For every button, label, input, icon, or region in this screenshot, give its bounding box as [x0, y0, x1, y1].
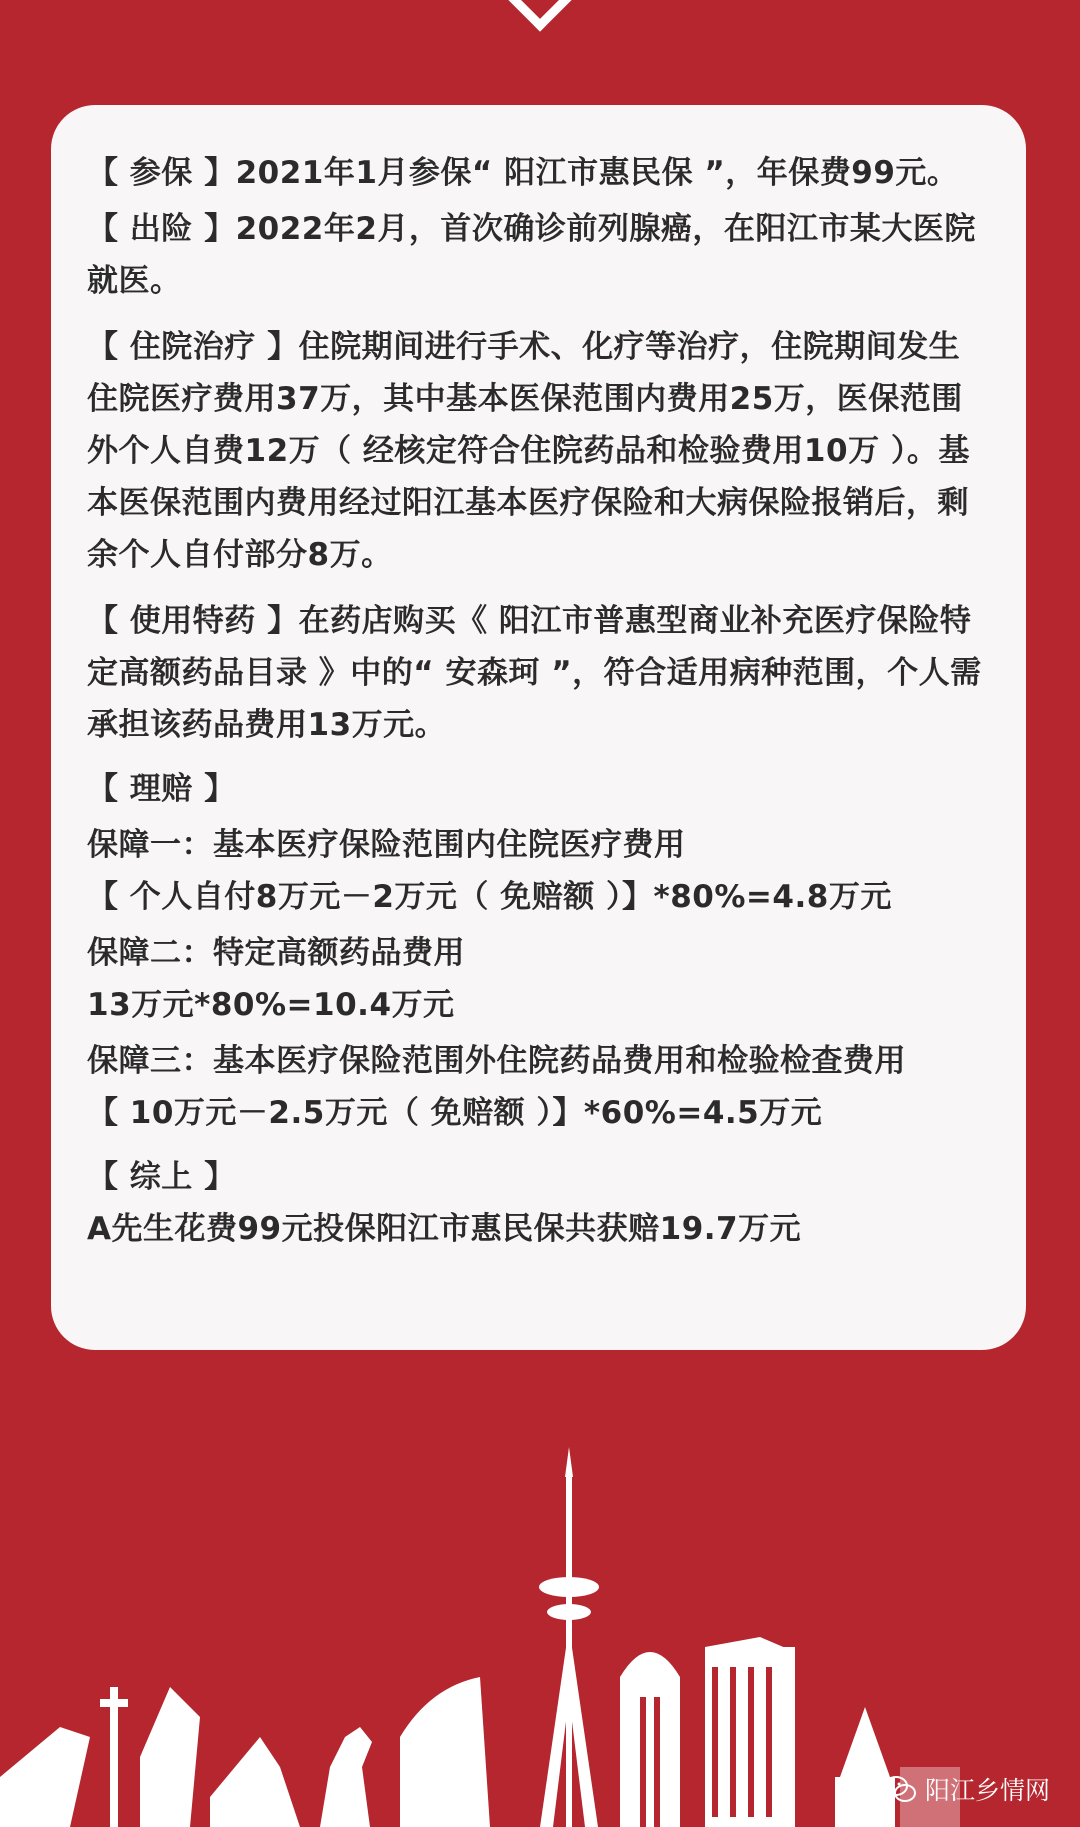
summary-heading: 【 综上 】 — [87, 1159, 236, 1195]
guarantee-3-title: 保障三：基本医疗保险范围外住院药品费用和检验检查费用 — [87, 1043, 906, 1079]
guarantee-2-title: 保障二：特定高额药品费用 — [87, 935, 465, 971]
guarantee-1-title: 保障一：基本医疗保险范围内住院医疗费用 — [87, 827, 686, 863]
summary-text: A先生花费99元投保阳江市惠民保共获赔19.7万元 — [87, 1211, 802, 1247]
watermark-text: 阳江乡情网 — [924, 1776, 1050, 1805]
source-watermark — [883, 1771, 1050, 1807]
top-diamond-badge — [493, 0, 586, 32]
claim-heading: 【 理赔 】 — [87, 771, 236, 807]
city-skyline-illustration — [0, 1437, 1080, 1827]
special-drug-paragraph: 【 使用特药 】在药店购买《 阳江市普惠型商业补充医疗保险特定高额药品目录 》中的“ 安森珂 ”，符合适用病种范围，个人需承担该药品费用13万元。 — [87, 603, 982, 743]
enrollment-paragraph: 【 参保 】2021年1月参保“ 阳江市惠民保 ”，年保费99元。 — [87, 155, 959, 191]
guarantee-3-formula: 【 10万元－2.5万元（ 免赔额 ）】*60%=4.5万元 — [87, 1095, 823, 1131]
case-card — [51, 105, 1026, 1350]
hospitalization-paragraph: 【 住院治疗 】住院期间进行手术、化疗等治疗，住院期间发生住院医疗费用37万，其中基本医保范围内费用25万，医保范围外个人自费12万（ 经核定符合住院药品和检验费用10万 ）。基本医保范围内费用经过阳江基本医疗保险和大病保险报销后，剩余个人自付部分8万。 — [87, 329, 970, 573]
wechat-icon — [883, 1774, 917, 1804]
guarantee-2-formula: 13万元*80%=10.4万元 — [87, 987, 455, 1023]
incident-paragraph: 【 出险 】2022年2月，首次确诊前列腺癌，在阳江市某大医院就医。 — [87, 211, 976, 299]
guarantee-1-formula: 【 个人自付8万元－2万元（ 免赔额 ）】*80%=4.8万元 — [87, 879, 892, 915]
